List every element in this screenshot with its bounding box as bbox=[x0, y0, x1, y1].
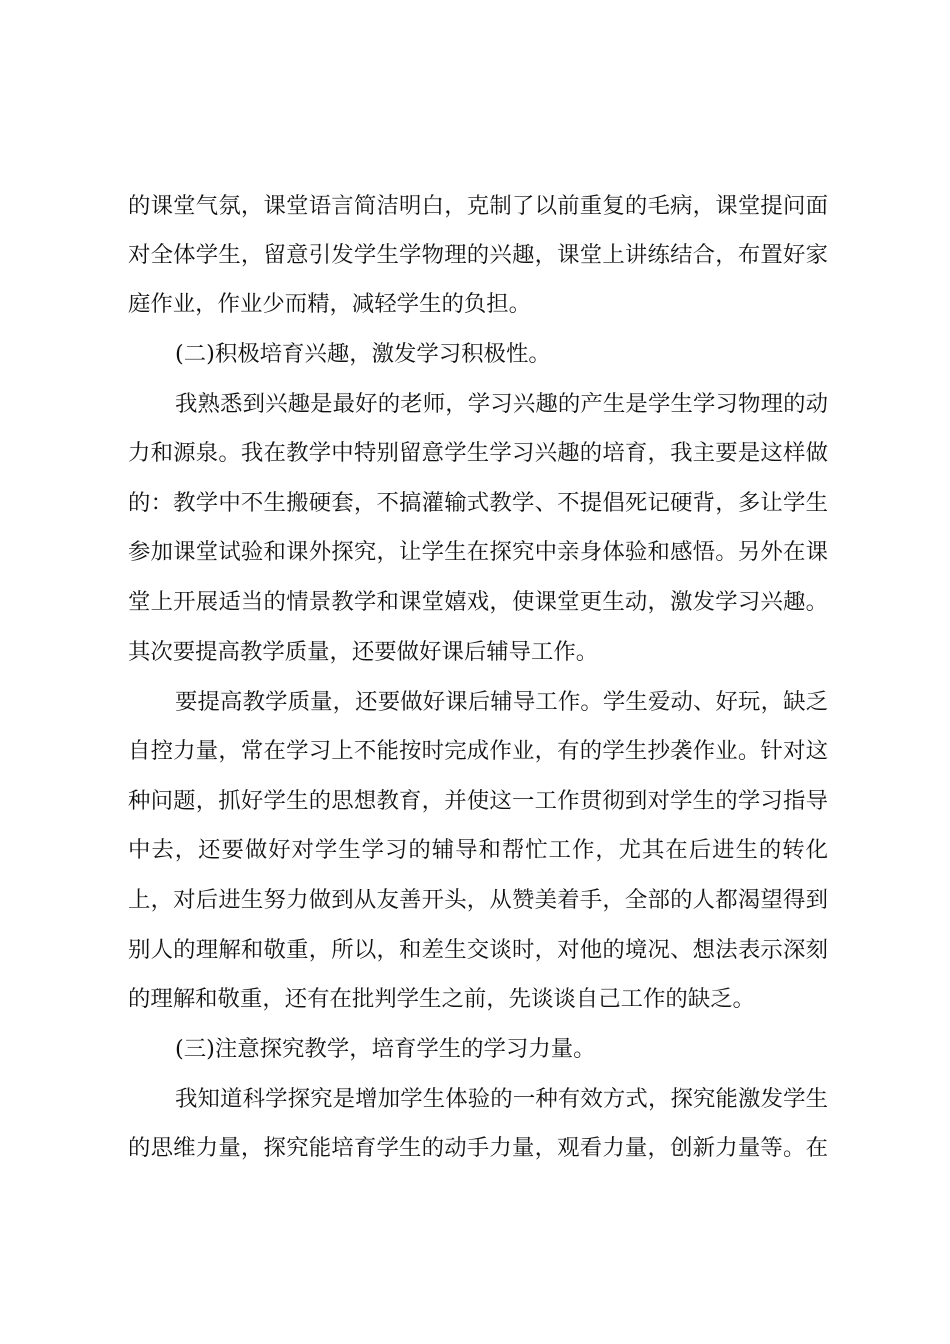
text-line: 其次要提高教学质量，还要做好课后辅导工作。 bbox=[128, 639, 599, 665]
text-line: 中去，还要做好对学生学习的辅导和帮忙工作，尤其在后进生的转化 bbox=[128, 837, 828, 863]
text-line: 的理解和敬重，还有在批判学生之前，先谈谈自己工作的缺乏。 bbox=[128, 986, 755, 1012]
text-line: 种问题，抓好学生的思想教育，并使这一工作贯彻到对学生的学习指导 bbox=[128, 788, 828, 814]
text-line: 对全体学生，留意引发学生学物理的兴趣，课堂上讲练结合，布置好家 bbox=[128, 242, 828, 268]
text-line: 别人的理解和敬重，所以，和差生交谈时，对他的境况、想法表示深刻 bbox=[128, 937, 828, 963]
text-line: 要提高教学质量，还要做好课后辅导工作。学生爱动、好玩，缺乏 bbox=[175, 689, 828, 715]
text-line: 的课堂气氛，课堂语言简洁明白，克制了以前重复的毛病，课堂提问面 bbox=[128, 193, 828, 219]
text-line: 的思维力量，探究能培育学生的动手力量，观看力量，创新力量等。在 bbox=[128, 1135, 828, 1161]
text-line: 的：教学中不生搬硬套，不搞灌输式教学、不提倡死记硬背，多让学生 bbox=[128, 490, 828, 516]
text-line: 自控力量，常在学习上不能按时完成作业，有的学生抄袭作业。针对这 bbox=[128, 738, 828, 764]
text-line: 堂上开展适当的情景教学和课堂嬉戏，使课堂更生动，激发学习兴趣。 bbox=[128, 589, 828, 615]
text-line: 力和源泉。我在教学中特别留意学生学习兴趣的培育，我主要是这样做 bbox=[128, 440, 828, 466]
text-line: 我知道科学探究是增加学生体验的一种有效方式，探究能激发学生 bbox=[175, 1086, 828, 1112]
section-heading: (三)注意探究教学，培育学生的学习力量。 bbox=[175, 1036, 596, 1062]
text-line: 我熟悉到兴趣是最好的老师，学习兴趣的产生是学生学习物理的动 bbox=[175, 391, 828, 417]
section-heading: (二)积极培育兴趣，激发学习积极性。 bbox=[175, 341, 551, 367]
text-line: 上，对后进生努力做到从友善开头，从赞美着手，全部的人都渴望得到 bbox=[128, 887, 828, 913]
text-line: 庭作业，作业少而精，减轻学生的负担。 bbox=[128, 291, 532, 317]
text-line: 参加课堂试验和课外探究，让学生在探究中亲身体验和感悟。另外在课 bbox=[128, 539, 828, 565]
